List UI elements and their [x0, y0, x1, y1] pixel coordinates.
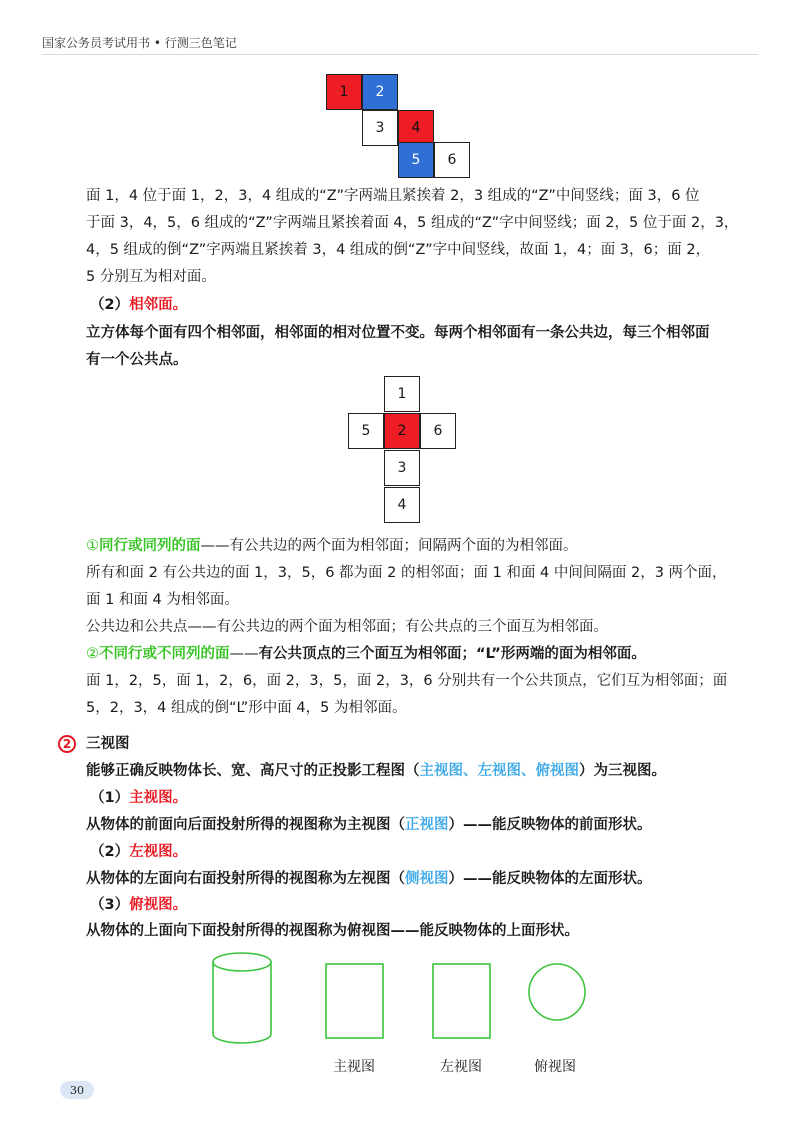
net-cell: 6	[420, 413, 456, 449]
subsection-title: 俯视图。	[129, 897, 188, 913]
paragraph-line	[86, 869, 746, 889]
figure-caption: 左视图	[440, 1059, 482, 1075]
rule-dash: ——	[229, 646, 259, 662]
subsection-number: （2）	[90, 297, 130, 313]
net-cell: 5	[348, 413, 384, 449]
net-cell: 4	[384, 487, 420, 523]
subsection-title: 左视图。	[129, 844, 188, 860]
header-rule	[42, 54, 758, 55]
rule-title: 同行或同列的面	[99, 538, 201, 554]
rule-text: 有公共顶点的三个面互为相邻面；“L”形两端的面为相邻面。	[258, 646, 646, 662]
paragraph-line: 于面 3，4，5，6 组成的“Z”字两端且紧挨着面 4，5 组成的“Z”字中间竖线；面 2，5 位于面 2，3，	[86, 215, 739, 231]
paragraph-line	[86, 815, 746, 835]
view-alt-name: 正视图	[405, 817, 449, 833]
subsection-heading	[90, 842, 750, 862]
subsection-heading	[90, 788, 750, 808]
net-cell: 6	[434, 142, 470, 178]
section-title: 三视图	[86, 736, 130, 752]
paragraph-line: 所有和面 2 有公共边的面 1，3，5，6 都为面 2 的相邻面；面 1 和面 4 中间间隔面 2，3 两个面，	[86, 565, 727, 581]
paragraph-line: 面 1，2，5，面 1，2，6，面 2，3，5，面 2，3，6 分别共有一个公共顶点，它们互为相邻面；面	[86, 673, 728, 689]
three-views-figure	[200, 950, 600, 1050]
figure-caption: 主视图	[333, 1059, 375, 1075]
front-view-rect	[326, 964, 383, 1038]
running-header: 国家公务员考试用书 • 行测三色笔记	[42, 36, 237, 50]
subsection-number: （1）	[90, 790, 130, 806]
paragraph-line: 5 分别互为相对面。	[86, 269, 216, 285]
intro-text: ）为三视图。	[579, 763, 666, 779]
subsection-heading	[90, 895, 750, 915]
intro-highlight: 主视图、左视图、俯视图	[419, 763, 579, 779]
paragraph-line: 从物体的上面向下面投射所得的视图称为俯视图——能反映物体的上面形状。	[86, 923, 579, 939]
net-cell: 2	[384, 413, 420, 449]
rule-marker: ②	[86, 646, 99, 662]
net-cell: 3	[362, 110, 398, 146]
paragraph-line: 立方体每个面有四个相邻面，相邻面的相对位置不变。每两个相邻面有一条公共边，每三个相邻面	[86, 325, 710, 341]
rule-line	[86, 536, 746, 556]
net-cell: 1	[384, 376, 420, 412]
view-text: ）——能反映物体的左面形状。	[448, 871, 652, 887]
page-number: 30	[60, 1081, 94, 1099]
subsection-number: （3）	[90, 897, 130, 913]
intro-text: 能够正确反映物体长、宽、高尺寸的正投影工程图（	[86, 763, 420, 779]
rule-marker: ①	[86, 538, 99, 554]
rule-title: 不同行或不同列的面	[99, 646, 230, 662]
subsection-number: （2）	[90, 844, 130, 860]
subsection-title: 相邻面。	[129, 297, 188, 313]
paragraph-line: 公共边和公共点——有公共边的两个面为相邻面；有公共点的三个面互为相邻面。	[86, 619, 608, 635]
view-text: 从物体的左面向右面投射所得的视图称为左视图（	[86, 871, 405, 887]
view-alt-name: 侧视图	[405, 871, 449, 887]
paragraph-line: 5，2，3，4 组成的倒“L”形中面 4，5 为相邻面。	[86, 700, 407, 716]
net-cell: 3	[384, 450, 420, 486]
rule-line	[86, 644, 746, 664]
paragraph-line	[86, 761, 746, 781]
paragraph-line: 4，5 组成的倒“Z”字两端且紧挨着 3，4 组成的倒“Z”字中间竖线，故面 1，4；面 3，6；面 2，	[86, 242, 711, 258]
top-view-circle	[529, 964, 585, 1020]
view-text: 从物体的前面向后面投射所得的视图称为主视图（	[86, 817, 405, 833]
section-number-badge: 2	[58, 735, 76, 753]
paragraph-line: 面 1，4 位于面 1，2，3，4 组成的“Z”字两端且紧挨着 2，3 组成的“Z”中间竖线；面 3，6 位	[86, 188, 700, 204]
net-cell: 4	[398, 110, 434, 146]
view-text: ）——能反映物体的前面形状。	[448, 817, 652, 833]
rule-text: ——有公共边的两个面为相邻面；间隔两个面的为相邻面。	[200, 538, 578, 554]
cylinder-drawing	[213, 953, 271, 1043]
paragraph-line: 有一个公共点。	[86, 352, 188, 368]
net-cell: 2	[362, 74, 398, 110]
subsection-heading	[90, 295, 750, 315]
subsection-title: 主视图。	[129, 790, 188, 806]
left-view-rect	[433, 964, 490, 1038]
net-cell: 1	[326, 74, 362, 110]
net-cell: 5	[398, 142, 434, 178]
paragraph-line: 面 1 和面 4 为相邻面。	[86, 592, 239, 608]
figure-caption: 俯视图	[534, 1059, 576, 1075]
